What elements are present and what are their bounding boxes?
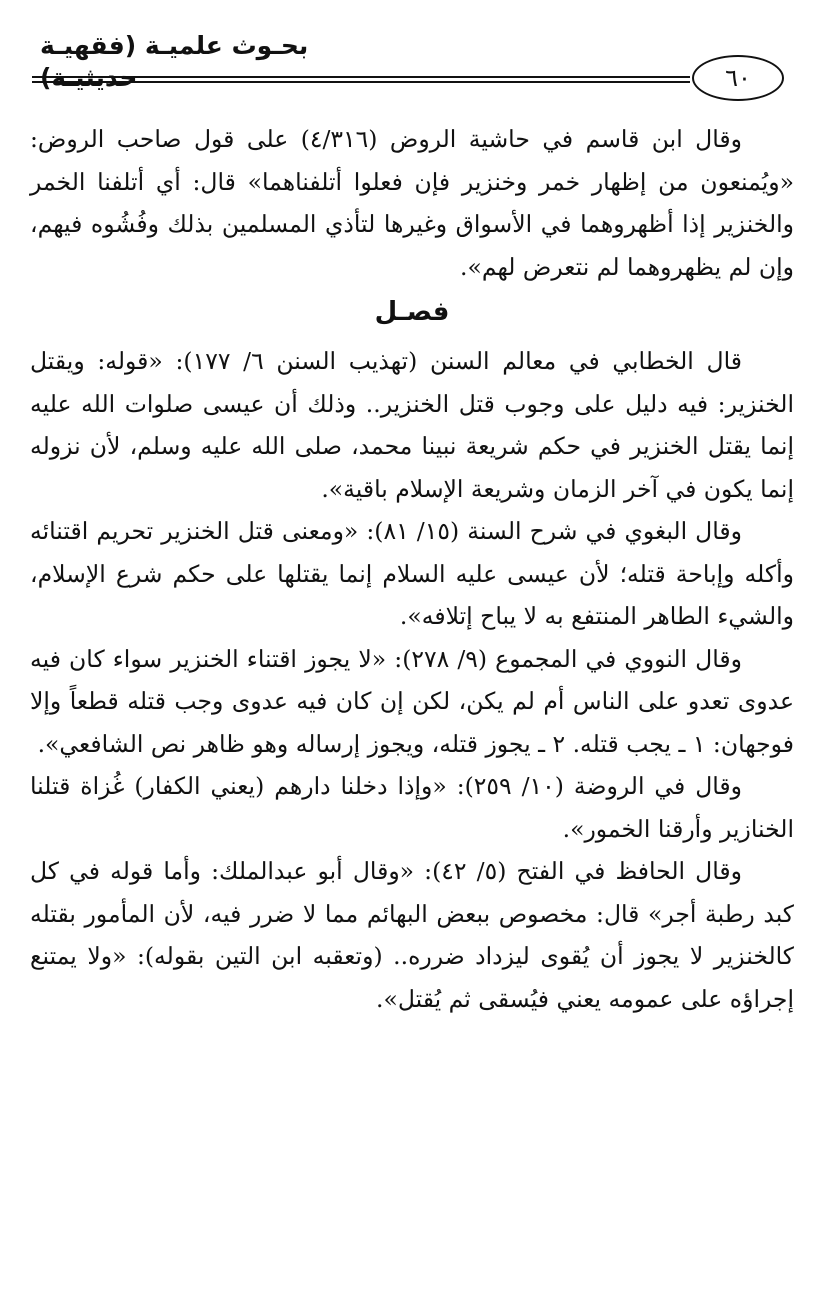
paragraph: وقال الحافظ في الفتح (٥/ ٤٢): «وقال أبو عبدالملك: وأما قوله في كل كبد رطبة أجر» قال: مخصوص ببعض البهائم مما لا ضرر فيه، لأن المأمور بقتله كالخنزير لا يجوز أن يُقوى ليزداد ضرره.. (وتعقبه ابن التين بقوله): «ولا يمتنع إجراؤه على عمومه يعني فيُسقى ثم يُقتل». [30,857,794,1013]
page-number-badge [692,55,784,101]
running-header-title: بحـوث علميـة (فقهيـة حديثيـة) [40,31,309,92]
section-heading: فصـل [374,297,450,327]
paragraph: قال الخطابي في معالم السنن (تهذيب السنن ٦/ ١٧٧): «قوله: ويقتل الخنزير: فيه دليل على وجوب قتل الخنزير.. وذلك أن عيسى صلوات الله عليه إنما يقتل الخنزير في حكم شريعة نبينا محمد، صلى الله عليه وسلم، لأن نزوله إنما يكون في آخر الزمان وشريعة الإسلام باقية». [30,347,794,503]
header-double-rule [32,76,690,83]
paragraph: وقال ابن قاسم في حاشية الروض (٤/٣١٦) على قول صاحب الروض: «ويُمنعون من إظهار خمر وخنزير فإن فعلوا أتلفناهما» قال: أي أتلفنا الخمر والخنزير إذا أظهروهما في الأسواق وغيرها لتأذي المسلمين بذلك وفُشُوه فيهم، وإن لم يظهروهما لم نتعرض لهم». [30,125,794,281]
body-text [30,118,794,1020]
page-number: ٦٠ [725,64,751,92]
paragraph: وقال البغوي في شرح السنة (١٥/ ٨١): «ومعنى قتل الخنزير تحريم اقتنائه وأكله وإباحة قتله؛ لأن عيسى عليه السلام إنما يقتلها على حكم شرع الإسلام، والشيء الطاهر المنتفع به لا يباح إتلافه». [30,517,794,630]
paragraph: وقال في الروضة (١٠/ ٢٥٩): «وإذا دخلنا دارهم (يعني الكفار) غُزاة قتلنا الخنازير وأرقنا الخمور». [30,772,794,843]
paragraph: وقال النووي في المجموع (٩/ ٢٧٨): «لا يجوز اقتناء الخنزير سواء كان فيه عدوى تعدو على الناس أم لم يكن، لكن إن كان فيه عدوى وجب قتله قطعاً وإلا فوجهان: ١ ـ يجب قتله. ٢ ـ يجوز قتله، ويجوز إرساله وهو ظاهر نص الشافعي». [30,644,794,758]
